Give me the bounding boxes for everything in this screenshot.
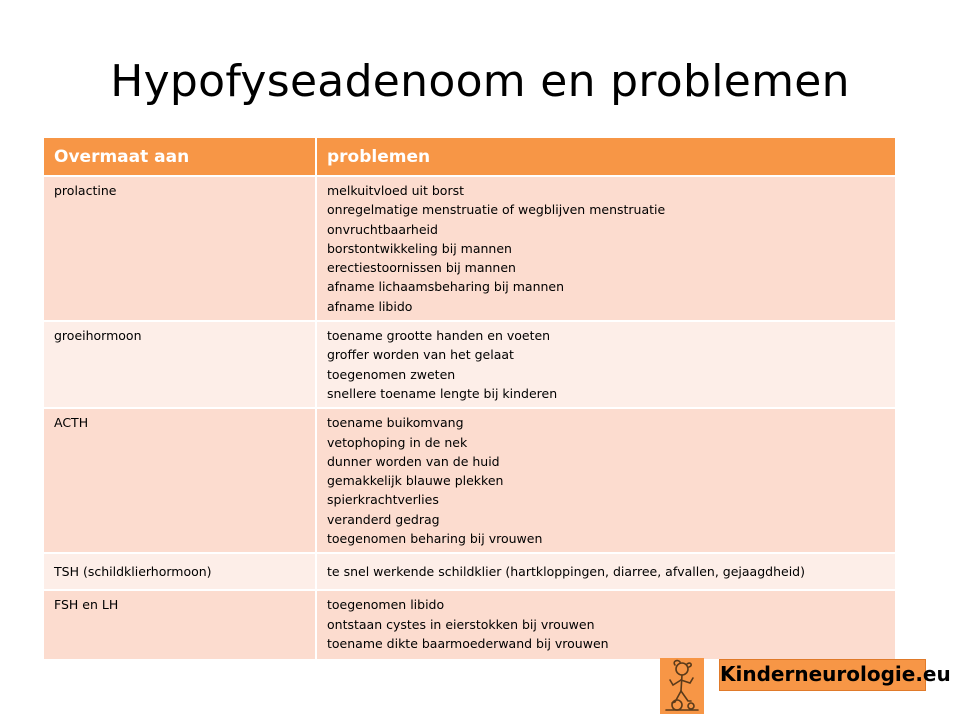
problem-item: toename buikomvang: [327, 415, 464, 431]
problem-item: te snel werkende schildklier (hartkloppingen, diarree, afvallen, gejaagdheid): [327, 564, 805, 580]
table-row: [44, 321, 895, 408]
hormone-cell: groeihormoon: [44, 321, 316, 408]
problem-item: groffer worden van het gelaat: [327, 347, 514, 363]
problem-item: afname lichaamsbeharing bij mannen: [327, 279, 565, 295]
column-header-hormone: Overmaat aan: [44, 138, 316, 176]
problem-item: gemakkelijk blauwe plekken: [327, 473, 504, 489]
problems-cell: [316, 553, 895, 590]
problems-cell: [316, 321, 895, 408]
child-figure-icon: [660, 658, 704, 714]
problem-item: melkuitvloed uit borst: [327, 183, 465, 198]
hormone-cell: ACTH: [44, 408, 316, 553]
problem-item: dunner worden van de huid: [327, 453, 500, 469]
table-row: [44, 408, 895, 553]
problem-item: toename dikte baarmoederwand bij vrouwen: [327, 635, 609, 651]
problem-item: toename grootte handen en voeten: [327, 328, 551, 344]
table-header-row: [44, 138, 895, 176]
problem-item: toegenomen libido: [327, 597, 445, 613]
problem-item: borstontwikkeling bij mannen: [327, 240, 512, 256]
problem-item: afname libido: [327, 298, 413, 314]
problems-cell: [316, 408, 895, 553]
hormone-problems-table: [44, 138, 895, 659]
problems-cell: [316, 176, 895, 321]
slide-title: Hypofyseadenoom en problemen: [110, 56, 850, 107]
hormone-cell: TSH (schildklierhormoon): [44, 553, 316, 590]
problem-item: vetophoping in de nek: [327, 434, 468, 450]
problem-item: spierkrachtverlies: [327, 492, 439, 508]
table-row: [44, 553, 895, 590]
hormone-cell: FSH en LH: [44, 590, 316, 659]
problems-cell: [316, 590, 895, 659]
problem-item: ontstaan cystes in eierstokken bij vrouwen: [327, 616, 595, 632]
hormone-cell: prolactine: [44, 176, 316, 321]
problem-item: toegenomen beharing bij vrouwen: [327, 531, 543, 547]
problem-item: erectiestoornissen bij mannen: [327, 260, 516, 276]
table-row: [44, 176, 895, 321]
problem-item: onregelmatige menstruatie of wegblijven menstruatie: [327, 202, 666, 218]
problem-item: snellere toename lengte bij kinderen: [327, 385, 558, 401]
problem-item: veranderd gedrag: [327, 511, 440, 527]
table-row: [44, 590, 895, 659]
problem-item: onvruchtbaarheid: [327, 221, 438, 237]
site-logo-text: Kinderneurologie.eu: [719, 659, 926, 691]
problem-item: toegenomen zweten: [327, 366, 456, 382]
column-header-problems: problemen: [316, 138, 895, 176]
